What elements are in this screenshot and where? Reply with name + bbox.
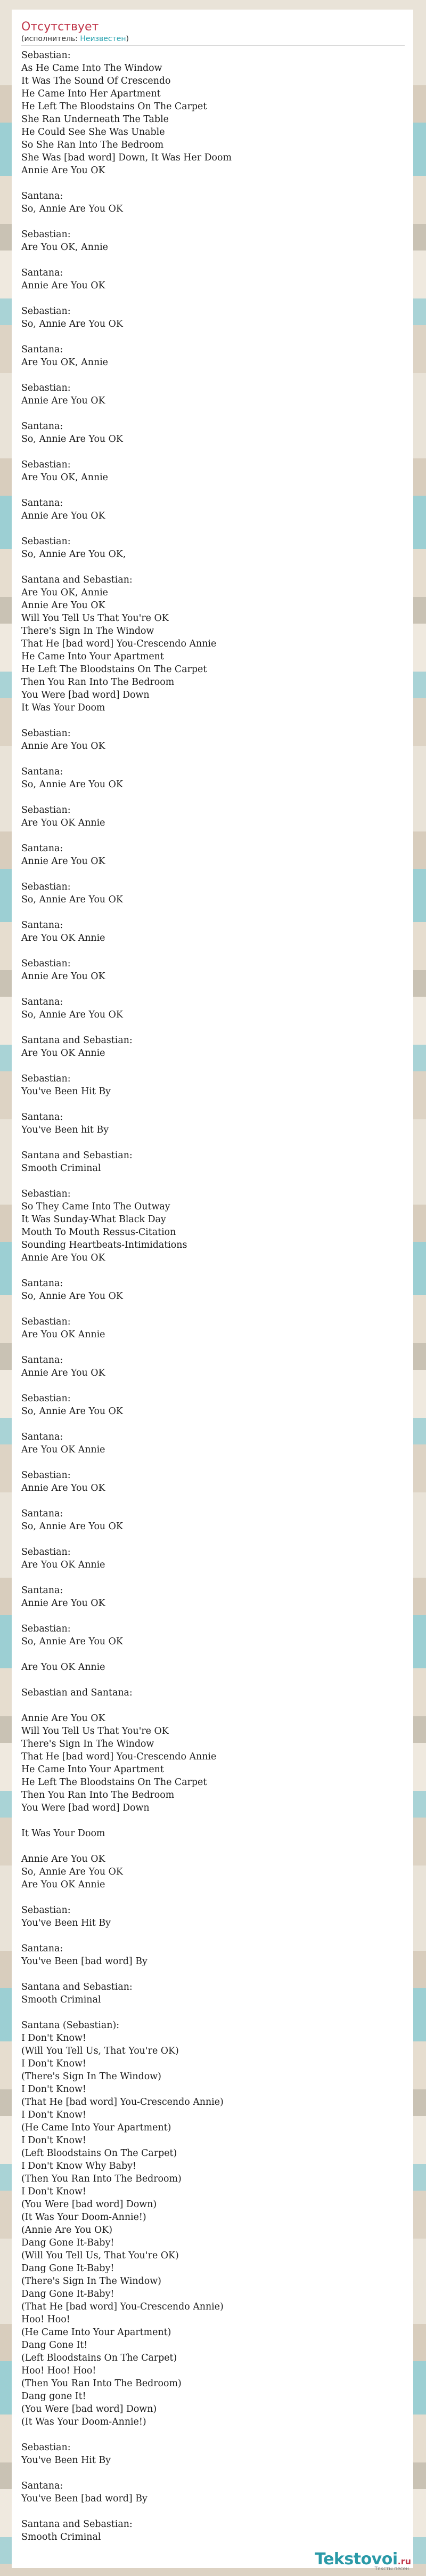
lyric-line: Sebastian:	[21, 1189, 71, 1199]
lyric-line: (You Were [bad word] Down)	[21, 2404, 157, 2415]
lyric-line: Are You OK Annie	[21, 1662, 105, 1673]
lyric-line: (Then You Ran Into The Bedroom)	[21, 2378, 182, 2389]
lyric-line: (That He [bad word] You-Crescendo Annie)	[21, 2302, 224, 2312]
lyric-line: Sebastian and Santana:	[21, 1687, 133, 1698]
lyric-line: Annie Are You OK	[21, 395, 105, 406]
lyric-line: Dang gone It!	[21, 2391, 86, 2402]
lyric-line: I Don't Know!	[21, 2135, 86, 2146]
blank-line	[21, 944, 405, 957]
lyric-line: Sebastian:	[21, 229, 71, 240]
blank-line	[21, 2006, 405, 2019]
lyric-line: Sebastian:	[21, 1547, 71, 1557]
blank-line	[21, 1418, 405, 1431]
lyric-line: So, Annie Are You OK	[21, 319, 123, 329]
lyric-line: You've Been Hit By	[21, 1086, 111, 1097]
blank-line	[21, 2428, 405, 2441]
lyric-line: I Don't Know Why Baby!	[21, 2161, 136, 2171]
lyric-line: Annie Are You OK	[21, 971, 105, 982]
lyric-line: Sebastian:	[21, 2442, 71, 2453]
blank-line	[21, 2467, 405, 2480]
lyric-line: (There's Sign In The Window)	[21, 2071, 161, 2082]
lyric-line: You've Been hit By	[21, 1125, 109, 1135]
lyric-line: He Left The Bloodstains On The Carpet	[21, 1777, 207, 1788]
blank-line	[21, 1341, 405, 1354]
lyric-line: Santana:	[21, 2481, 63, 2491]
lyric-line: Dang Gone It!	[21, 2340, 88, 2351]
lyric-line: As He Came Into The Window	[21, 63, 162, 74]
lyric-line: So, Annie Are You OK	[21, 1867, 123, 1877]
lyric-line: Sebastian:	[21, 1073, 71, 1084]
lyric-line: She Was [bad word] Down, It Was Her Doom	[21, 152, 232, 163]
lyric-line: Hoo! Hoo! Hoo!	[21, 2365, 96, 2376]
lyric-line: Annie Are You OK	[21, 511, 105, 521]
lyric-line: So, Annie Are You OK	[21, 894, 123, 905]
lyric-line: So, Annie Are You OK	[21, 1636, 123, 1647]
site-logo[interactable]	[315, 2550, 411, 2572]
lyric-line: I Don't Know!	[21, 2058, 86, 2069]
lyric-line: Annie Are You OK	[21, 1253, 105, 1263]
lyric-line: Sebastian:	[21, 306, 71, 317]
blank-line	[21, 1571, 405, 1584]
lyric-line: Annie Are You OK	[21, 741, 105, 752]
lyric-line: So, Annie Are You OK	[21, 1010, 123, 1020]
lyric-line: You've Been Hit By	[21, 1918, 111, 1928]
blank-line	[21, 1610, 405, 1622]
lyric-line: Are You OK Annie	[21, 1048, 105, 1059]
lyric-line: He Left The Bloodstains On The Carpet	[21, 101, 207, 112]
lyric-line: Are You OK Annie	[21, 818, 105, 828]
lyric-line: Annie Are You OK	[21, 1598, 105, 1609]
blank-line	[21, 791, 405, 804]
lyric-line: Are You OK Annie	[21, 1560, 105, 1570]
blank-line	[21, 1648, 405, 1661]
lyric-line: Sebastian:	[21, 958, 71, 969]
lyric-line: You've Been [bad word] By	[21, 1956, 148, 1967]
blank-line	[21, 1175, 405, 1188]
blank-line	[21, 215, 405, 228]
lyric-line: He Left The Bloodstains On The Carpet	[21, 664, 207, 675]
blank-line	[21, 1456, 405, 1469]
lyric-line: Smooth Criminal	[21, 1163, 101, 1174]
lyric-line: Santana:	[21, 421, 63, 432]
lyric-line: You've Been Hit By	[21, 2455, 111, 2466]
lyric-line: Hoo! Hoo!	[21, 2314, 70, 2325]
blank-line	[21, 1098, 405, 1111]
lyric-line: It Was Your Doom	[21, 702, 105, 713]
lyric-line: Sebastian:	[21, 1393, 71, 1404]
lyric-line: Santana (Sebastian):	[21, 2020, 120, 2031]
lyric-line: It Was The Sound Of Crescendo	[21, 76, 171, 86]
blank-line	[21, 177, 405, 190]
song-title: Отсутствует	[21, 20, 99, 34]
lyric-line: Are You OK, Annie	[21, 242, 108, 253]
lyric-line: (He Came Into Your Apartment)	[21, 2122, 171, 2133]
lyric-line: Santana and Sebastian:	[21, 1982, 133, 1992]
lyric-line: I Don't Know!	[21, 2186, 86, 2197]
lyric-line: (Will You Tell Us, That You're OK)	[21, 2250, 179, 2261]
artist-link[interactable]: Неизвестен	[80, 35, 126, 43]
blank-line	[21, 484, 405, 497]
lyric-line: Santana:	[21, 1432, 63, 1442]
lyric-line: Santana and Sebastian:	[21, 1150, 133, 1161]
lyric-line: So, Annie Are You OK	[21, 1521, 123, 1532]
lyric-line: Sebastian:	[21, 459, 71, 470]
blank-line	[21, 369, 405, 382]
lyric-line: (Will You Tell Us, That You're OK)	[21, 2046, 179, 2056]
lyric-line: He Came Into Your Apartment	[21, 651, 164, 662]
lyric-line: You Were [bad word] Down	[21, 690, 150, 700]
lyric-line: I Don't Know!	[21, 2033, 86, 2044]
lyric-line: Sebastian:	[21, 1905, 71, 1916]
blank-line	[21, 2505, 405, 2518]
lyric-line: Santana:	[21, 766, 63, 777]
lyric-line: Dang Gone It-Baby!	[21, 2238, 114, 2248]
blank-line	[21, 753, 405, 765]
blank-line	[21, 292, 405, 305]
blank-line	[21, 1840, 405, 1853]
lyric-line: Santana and Sebastian:	[21, 2519, 133, 2530]
lyric-line: Smooth Criminal	[21, 1994, 101, 2005]
logo-tagline: Тексты песен	[374, 2566, 409, 2572]
lyric-line: Annie Are You OK	[21, 1483, 105, 1493]
lyric-line: Sebastian:	[21, 1470, 71, 1481]
lyric-line: (He Came Into Your Apartment)	[21, 2327, 171, 2338]
lyric-line: Sounding Heartbeats-Intimidations	[21, 1240, 187, 1250]
lyric-line: Sebastian:	[21, 728, 71, 739]
lyric-line: Dang Gone It-Baby!	[21, 2263, 114, 2274]
lyric-line: Dang Gone It-Baby!	[21, 2289, 114, 2299]
lyric-line: He Came Into Her Apartment	[21, 88, 161, 99]
lyric-line: Santana:	[21, 268, 63, 278]
lyric-line: Santana:	[21, 1278, 63, 1289]
lyric-line: Annie Are You OK	[21, 856, 105, 867]
blank-line	[21, 714, 405, 727]
blank-line	[21, 561, 405, 574]
lyric-line: Santana:	[21, 1355, 63, 1366]
blank-line	[21, 983, 405, 996]
lyric-line: Are You OK Annie	[21, 1329, 105, 1340]
lyric-line: So, Annie Are You OK	[21, 1406, 123, 1417]
lyric-line: Sebastian:	[21, 882, 71, 892]
lyric-line: I Don't Know!	[21, 2084, 86, 2095]
lyric-line: Santana:	[21, 997, 63, 1007]
lyric-line: I Don't Know!	[21, 2110, 86, 2120]
byline-prefix: (исполнитель:	[21, 35, 80, 43]
lyric-line: Will You Tell Us That You're OK	[21, 613, 169, 624]
lyric-line: Then You Ran Into The Bedroom	[21, 1790, 175, 1800]
blank-line	[21, 1495, 405, 1507]
blank-line	[21, 1891, 405, 1904]
lyric-line: Santana:	[21, 843, 63, 854]
lyric-line: Santana:	[21, 1943, 63, 1954]
lyric-line: Santana:	[21, 498, 63, 508]
lyric-line: Sebastian:	[21, 383, 71, 393]
blank-line	[21, 330, 405, 343]
lyric-line: So, Annie Are You OK	[21, 204, 123, 214]
blank-line	[21, 829, 405, 842]
logo-domain: .ru	[397, 2556, 411, 2566]
lyric-line: Annie Are You OK	[21, 1713, 105, 1724]
blank-line	[21, 1379, 405, 1392]
blank-line	[21, 522, 405, 535]
blank-line	[21, 1060, 405, 1072]
lyric-line: That He [bad word] You-Crescendo Annie	[21, 1751, 217, 1762]
lyric-line: Annie Are You OK	[21, 280, 105, 291]
lyric-line: It Was Your Doom	[21, 1828, 105, 1839]
lyric-line: Will You Tell Us That You're OK	[21, 1726, 169, 1737]
blank-line	[21, 906, 405, 919]
lyric-line: Then You Ran Into The Bedroom	[21, 677, 175, 688]
blank-line	[21, 1674, 405, 1686]
lyric-line: Are You OK, Annie	[21, 587, 108, 598]
blank-line	[21, 1814, 405, 1827]
blank-line	[21, 1136, 405, 1149]
lyric-line: She Ran Underneath The Table	[21, 114, 169, 125]
lyric-line: So They Came Into The Outway	[21, 1201, 170, 1212]
artist-byline	[21, 34, 405, 46]
blank-line	[21, 446, 405, 458]
lyrics-text	[21, 49, 405, 2543]
lyric-line: There's Sign In The Window	[21, 1739, 154, 1749]
lyric-line: There's Sign In The Window	[21, 626, 154, 636]
lyric-line: Annie Are You OK	[21, 1854, 105, 1864]
blank-line	[21, 1929, 405, 1942]
lyric-line: Are You OK Annie	[21, 933, 105, 943]
logo-wordmark: Tekstovoi	[315, 2550, 398, 2569]
lyric-line: So, Annie Are You OK	[21, 434, 123, 445]
lyric-line: Mouth To Mouth Ressus-Citation	[21, 1227, 176, 1238]
lyric-line: Are You OK, Annie	[21, 357, 108, 368]
blank-line	[21, 1533, 405, 1546]
lyric-line: Santana:	[21, 1112, 63, 1123]
lyric-line: You Were [bad word] Down	[21, 1803, 150, 1813]
lyric-line: Santana:	[21, 1585, 63, 1596]
lyric-line: Are You OK, Annie	[21, 472, 108, 483]
lyric-line: Santana and Sebastian:	[21, 1035, 133, 1046]
blank-line	[21, 1968, 405, 1981]
lyric-line: Are You OK Annie	[21, 1444, 105, 1455]
blank-line	[21, 868, 405, 881]
lyric-line: That He [bad word] You-Crescendo Annie	[21, 639, 217, 649]
lyric-line: Santana:	[21, 920, 63, 931]
lyric-line: Are You OK Annie	[21, 1879, 105, 1890]
blank-line	[21, 1699, 405, 1712]
lyric-line: He Came Into Your Apartment	[21, 1764, 164, 1775]
lyric-line: Annie Are You OK	[21, 165, 105, 176]
lyric-line: (You Were [bad word] Down)	[21, 2199, 157, 2210]
lyric-line: So, Annie Are You OK	[21, 779, 123, 790]
lyric-line: Santana and Sebastian:	[21, 575, 133, 585]
lyric-line: (Left Bloodstains On The Carpet)	[21, 2353, 177, 2363]
lyric-line: It Was Sunday-What Black Day	[21, 1214, 166, 1225]
lyric-line: (Annie Are You OK)	[21, 2225, 113, 2235]
lyric-line: Sebastian:	[21, 50, 71, 61]
lyric-line: (There's Sign In The Window)	[21, 2276, 161, 2287]
lyric-line: (That He [bad word] You-Crescendo Annie)	[21, 2097, 224, 2107]
blank-line	[21, 1303, 405, 1315]
lyric-line: Annie Are You OK	[21, 600, 105, 611]
lyric-line: So, Annie Are You OK,	[21, 549, 126, 560]
lyric-line: Sebastian:	[21, 536, 71, 547]
lyric-line: Santana:	[21, 344, 63, 355]
blank-line	[21, 407, 405, 420]
lyric-line: Annie Are You OK	[21, 1368, 105, 1378]
lyric-line: Sebastian:	[21, 805, 71, 815]
lyric-line: Santana:	[21, 1508, 63, 1519]
lyric-line: (Then You Ran Into The Bedroom)	[21, 2174, 182, 2184]
lyrics-page	[12, 10, 413, 2568]
lyric-line: You've Been [bad word] By	[21, 2493, 148, 2504]
lyric-line: (Left Bloodstains On The Carpet)	[21, 2148, 177, 2159]
blank-line	[21, 1264, 405, 1277]
byline-suffix: )	[126, 35, 129, 43]
lyric-line: Sebastian:	[21, 1317, 71, 1327]
lyric-line: Santana:	[21, 191, 63, 201]
lyric-line: (It Was Your Doom-Annie!)	[21, 2417, 146, 2427]
lyric-line: So, Annie Are You OK	[21, 1291, 123, 1302]
blank-line	[21, 254, 405, 267]
lyric-line: (It Was Your Doom-Annie!)	[21, 2212, 146, 2223]
lyric-line: Smooth Criminal	[21, 2532, 101, 2542]
lyric-line: So She Ran Into The Bedroom	[21, 140, 164, 150]
blank-line	[21, 1021, 405, 1034]
lyric-line: He Could See She Was Unable	[21, 127, 165, 138]
lyric-line: Sebastian:	[21, 1624, 71, 1634]
